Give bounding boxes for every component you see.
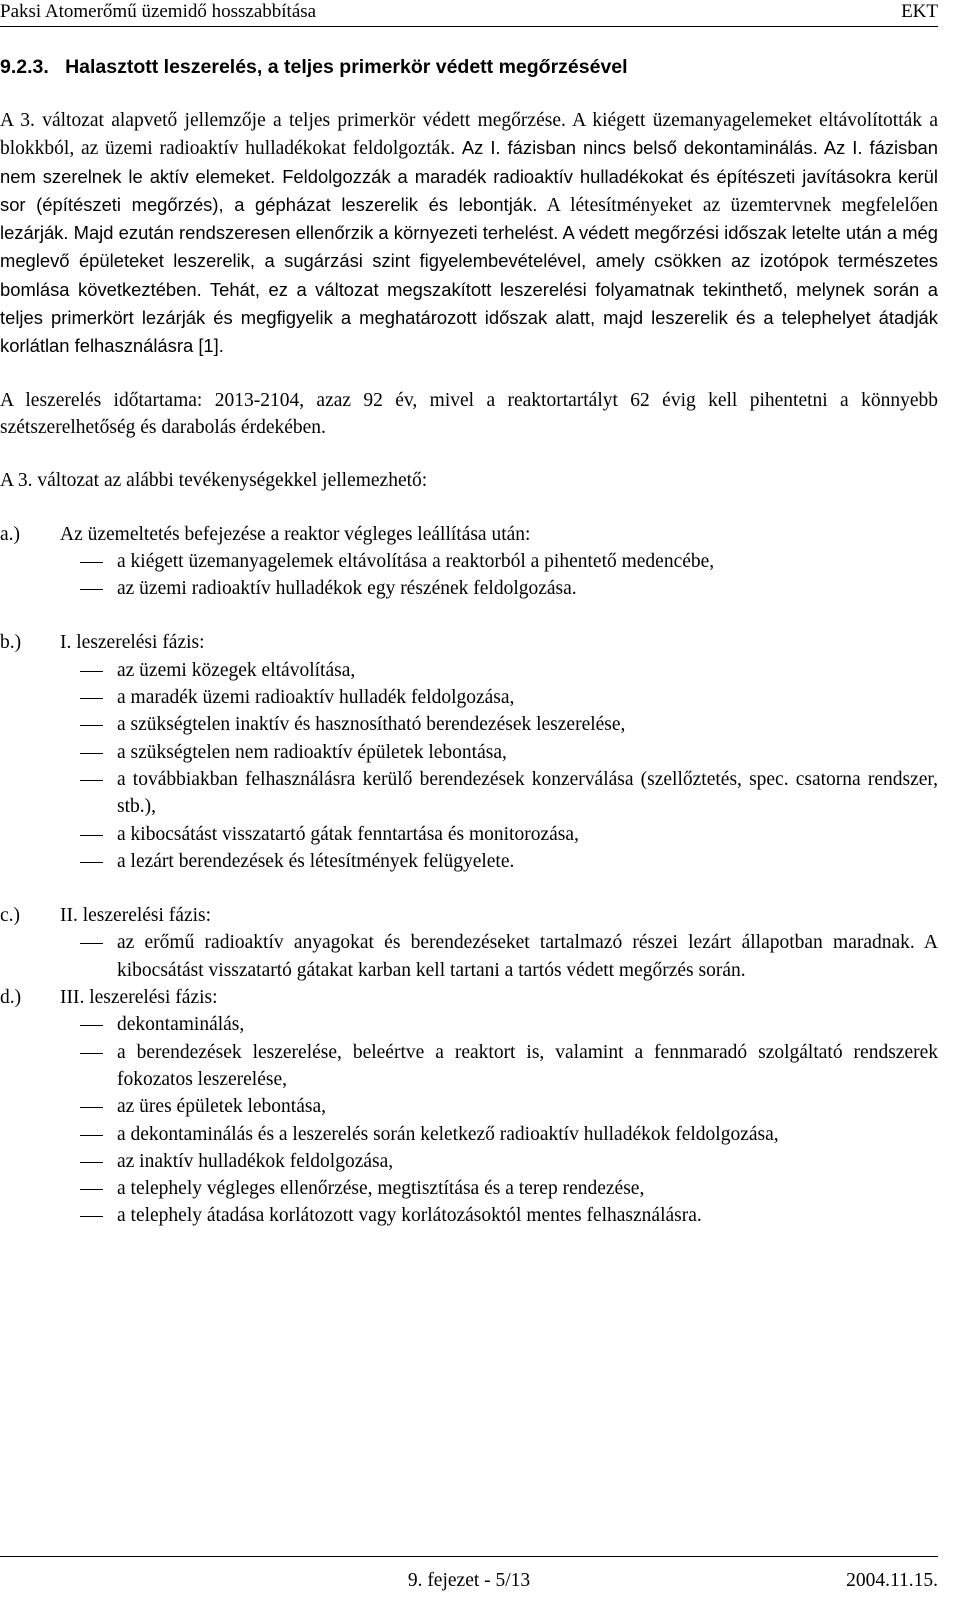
list-item: a kiégett üzemanyagelemek eltávolítása a reaktorból a pihentető medencébe, (60, 548, 938, 575)
section-heading (0, 53, 938, 81)
list-item: a szükségtelen inaktív és hasznosítható berendezések leszerelése, (60, 711, 938, 738)
paragraph-1-part-a: A 3. változat alapvető jellemzője a teljes primerkör védett megőrzése. A kiégett üzemanyagelemeket eltávolították a blokkból, az üzemi radioaktív hulladékokat feldolgozták. (0, 110, 938, 160)
list-item: a kibocsátást visszatartó gátak fenntartása és monitorozása, (60, 821, 938, 848)
section-number: 9.2.3. (0, 56, 49, 78)
list-item: az inaktív hulladékok feldolgozása, (60, 1148, 938, 1175)
list-item: az üzemi radioaktív hulladékok egy részének feldolgozása. (60, 575, 938, 602)
item-marker: a.) (0, 523, 21, 545)
list-item: a dekontaminálás és a leszerelés során keletkező radioaktív hulladékok feldolgozása, (60, 1121, 938, 1148)
header-right: EKT (901, 1, 938, 22)
dash-list (60, 1011, 938, 1229)
list-item: a telephely átadása korlátozott vagy korlátozásoktól mentes felhasználásra. (60, 1202, 938, 1229)
paragraph-1-part-c: A létesítményeket az üzemtervnek megfelelően (546, 194, 938, 216)
item-marker: b.) (0, 632, 22, 654)
list-item: dekontaminálás, (60, 1011, 938, 1038)
list-item-c (0, 902, 938, 984)
footer-date: 2004.11.15. (846, 1570, 938, 1591)
list-item-d (0, 984, 938, 1230)
dash-list (60, 548, 938, 603)
list-item: az üzemi közegek eltávolítása, (60, 657, 938, 684)
paragraph-1-part-d: lezárják. Majd ezután rendszeresen ellenőrzik a környezeti terhelést. A védett megőrzési időszak letelte után a még meglevő épületeket leszerelik, a sugárzási szint figyelembevételével, amely csökken az izotópok természetes bomlása következtében. Tehát, ez a változat megszakított leszerelési folyamatnak tekinthető, melynek során a teljes primerkört lezárják és megfigyelik a meghatározott időszak alatt, majd leszerelik és a telephelyet átadják korlátlan felhasználásra [1]. (0, 222, 938, 357)
list-item: a telephely végleges ellenőrzése, megtisztítása és a terep rendezése, (60, 1175, 938, 1202)
paragraph-1-part-b: Az I. fázisban nincs belső dekontaminálás. Az I. fázisban nem szerelnek le aktív elemeket. Feldolgozzák a maradék radioaktív hulladékokat és építészeti javításokra kerül sor (építészeti megőrzés), a gépházat leszerelik és lebontják. (0, 137, 938, 215)
list-item: a szükségtelen nem radioaktív épületek lebontása, (60, 739, 938, 766)
item-marker: d.) (0, 987, 22, 1009)
section-title: Halasztott leszerelés, a teljes primerkör védett megőrzésével (65, 56, 628, 78)
document-body (0, 53, 938, 1230)
list-item: az üres épületek lebontása, (60, 1093, 938, 1120)
list-item: a berendezések leszerelése, beleértve a reaktort is, valamint a fennmaradó szolgáltató rendszerek fokozatos leszerelése, (60, 1039, 938, 1094)
footer-page-number: 9. fejezet - 5/13 (407, 1570, 531, 1591)
dash-list (60, 657, 938, 875)
dash-list (60, 929, 938, 984)
page-header (0, 0, 938, 27)
list-item: az erőmű radioaktív anyagokat és berendezéseket tartalmazó részei lezárt állapotban maradnak. A kibocsátást visszatartó gátakat karban kell tartani a tartós védett megőrzés során. (60, 929, 938, 984)
list-item-b (0, 629, 938, 875)
paragraph-3: A 3. változat az alábbi tevékenységekkel jellemezhető: (0, 470, 428, 492)
item-title: I. leszerelési fázis: (60, 632, 205, 654)
paragraph-2: A leszerelés időtartama: 2013-2104, azaz 92 év, mivel a reaktortartályt 62 évig kell pihentetni a könnyebb szétszerelhetőség és darabolás érdekében. (0, 389, 938, 438)
page-footer (0, 1556, 938, 1613)
list-item: a továbbiakban felhasználásra kerülő berendezések konzerválása (szellőztetés, spec. csatorna rendszer, stb.), (60, 766, 938, 821)
item-title: III. leszerelési fázis: (60, 987, 218, 1009)
list-item: a maradék üzemi radioaktív hulladék feldolgozása, (60, 684, 938, 711)
item-title: Az üzemeltetés befejezése a reaktor végleges leállítása után: (60, 523, 531, 545)
item-marker: c.) (0, 905, 21, 927)
list-item: a lezárt berendezések és létesítmények felügyelete. (60, 848, 938, 875)
list-item-a (0, 521, 938, 603)
item-title: II. leszerelési fázis: (60, 905, 212, 927)
paragraph-1 (0, 107, 938, 361)
header-title: Paksi Atomerőmű üzemidő hosszabbítása (0, 1, 317, 22)
